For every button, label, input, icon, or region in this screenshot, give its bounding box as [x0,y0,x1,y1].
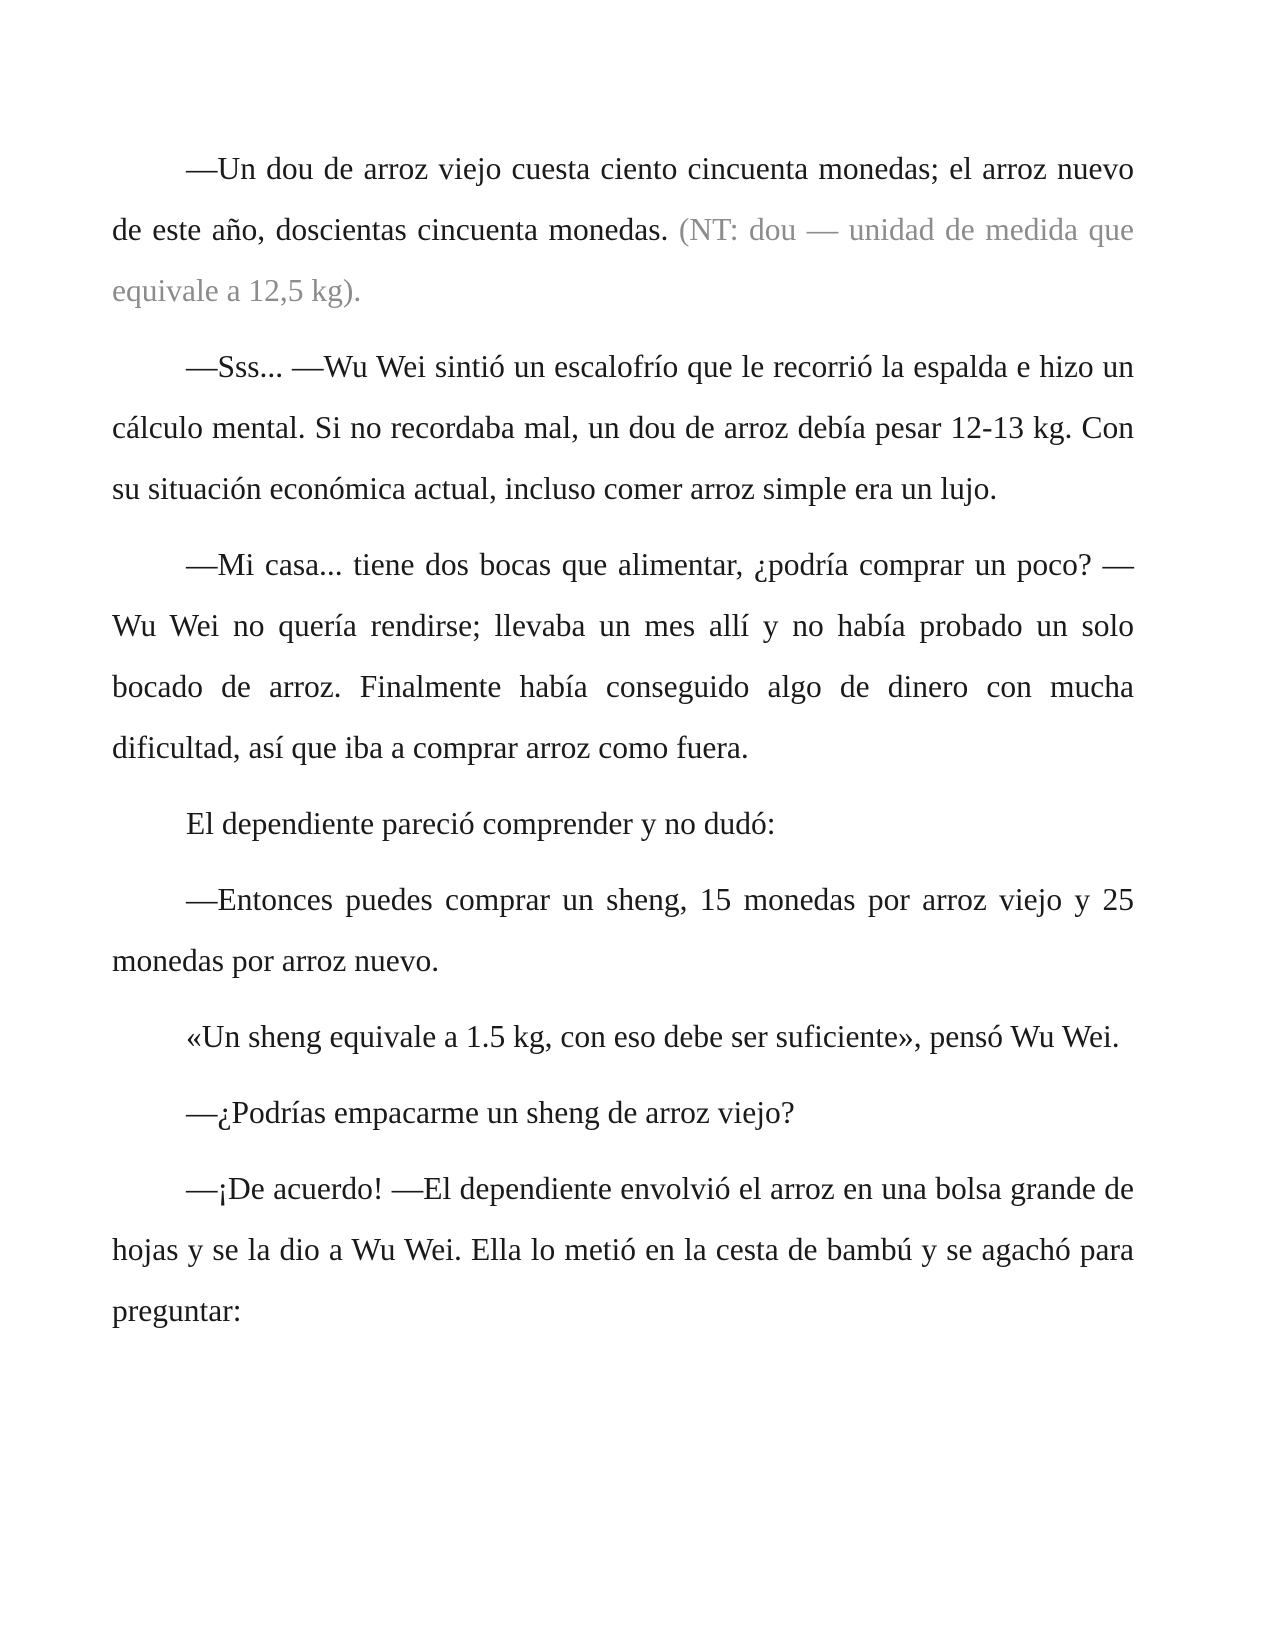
paragraph-1 [112,138,1134,321]
paragraph-1-text: —Un dou de arroz viejo cuesta ciento cincuenta monedas; el arroz nuevo de este año, doscientas cincuenta monedas. [112,151,1134,247]
body-text [112,138,1134,1356]
paragraph-6: «Un sheng equivale a 1.5 kg, con eso debe ser suficiente», pensó Wu Wei. [186,1019,1120,1054]
paragraph-3: —Mi casa... tiene dos bocas que alimentar, ¿podría comprar un poco? —Wu Wei no quería rendirse; llevaba un mes allí y no había probado un solo bocado de arroz. Finalmente había conseguido algo de dinero con mucha dificultad, así que iba a comprar arroz como fuera. [112,547,1134,765]
paragraph-8: —¡De acuerdo! —El dependiente envolvió el arroz en una bolsa grande de hojas y se la dio a Wu Wei. Ella lo metió en la cesta de bambú y se agachó para preguntar: [112,1171,1134,1328]
translator-note: (NT: dou — unidad de medida que equivale a 12,5 kg). [112,212,1134,308]
paragraph-7: —¿Podrías empacarme un sheng de arroz viejo? [186,1095,795,1130]
paragraph-4: El dependiente pareció comprender y no dudó: [186,806,776,841]
paragraph-2: —Sss... —Wu Wei sintió un escalofrío que le recorrió la espalda e hizo un cálculo mental. Si no recordaba mal, un dou de arroz debía pesar 12-13 kg. Con su situación económica actual, incluso comer arroz simple era un lujo. [112,349,1134,506]
paragraph-5: —Entonces puedes comprar un sheng, 15 monedas por arroz viejo y 25 monedas por arroz nuevo. [112,882,1134,978]
